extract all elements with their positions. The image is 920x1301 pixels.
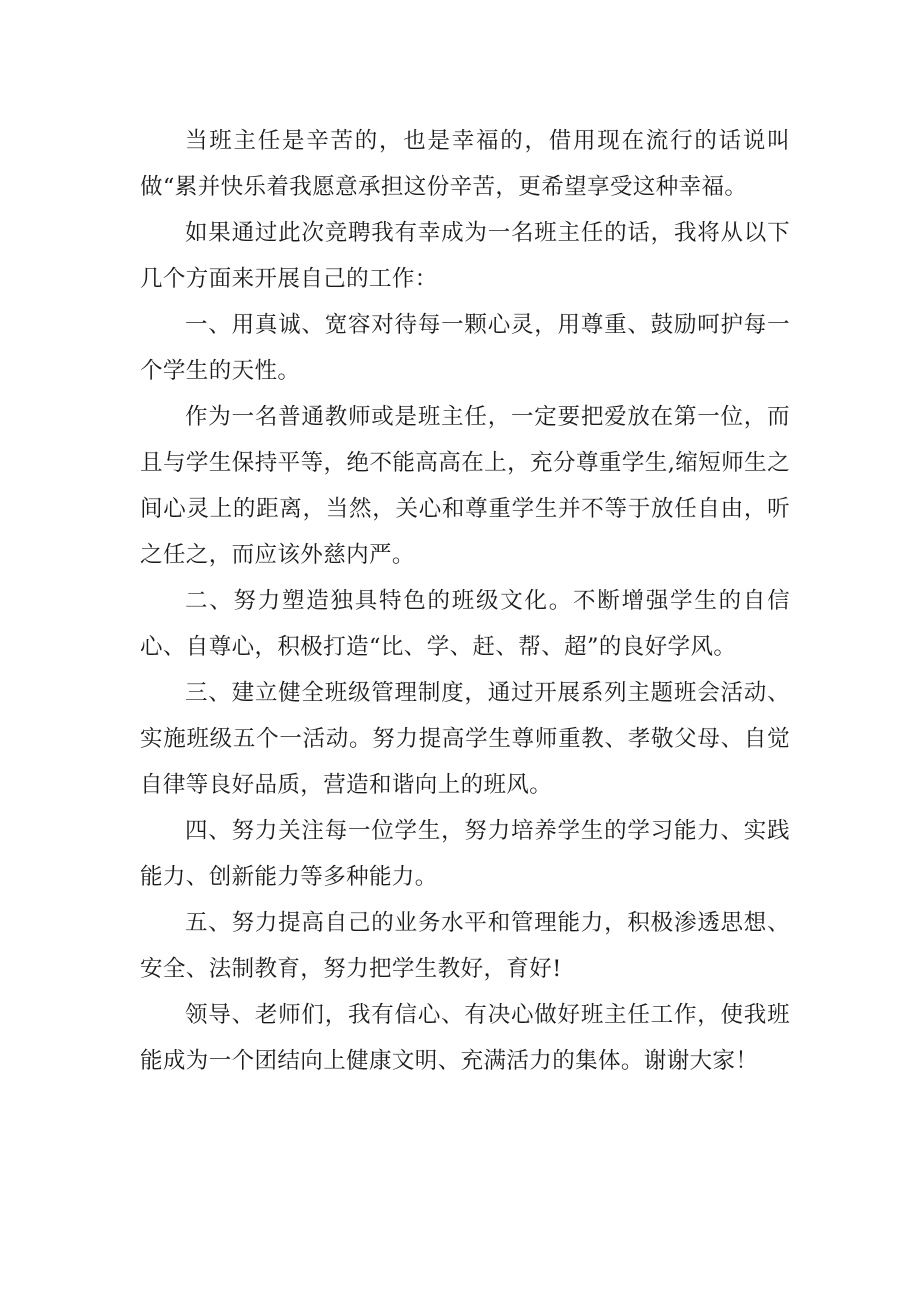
paragraph-point-four: 四、努力关注每一位学生，努力培养学生的学习能力、实践能力、创新能力等多种能力。: [140, 818, 790, 890]
paragraph-point-one: 一、用真诚、宽容对待每一颗心灵，用尊重、鼓励呵护每一个学生的天性。: [140, 312, 790, 384]
paragraph-closing: 领导、老师们，我有信心、有决心做好班主任工作，使我班能成为一个团结向上健康文明、充满活力的集体。谢谢大家！: [140, 1002, 790, 1074]
paragraph-point-three: 三、建立健全班级管理制度，通过开展系列主题班会活动、实施班级五个一活动。努力提高学生尊师重教、孝敬父母、自觉自律等良好品质，营造和谐向上的班风。: [140, 680, 790, 798]
paragraph-intro: 当班主任是辛苦的，也是幸福的，借用现在流行的话说叫做“累并快乐着我愿意承担这份辛苦，更希望享受这种幸福。: [140, 128, 790, 200]
paragraph-point-one-detail: 作为一名普通教师或是班主任，一定要把爱放在第一位，而且与学生保持平等，绝不能高高在上，充分尊重学生,缩短师生之间心灵上的距离，当然，关心和尊重学生并不等于放任自由，听之任之，而应该外慈内严。: [140, 404, 790, 568]
paragraph-plan: 如果通过此次竞聘我有幸成为一名班主任的话，我将从以下几个方面来开展自己的工作：: [140, 220, 790, 292]
paragraph-point-five: 五、努力提高自己的业务水平和管理能力，积极渗透思想、安全、法制教育，努力把学生教好，育好!: [140, 910, 790, 982]
speech-body: [140, 118, 790, 1084]
paragraph-point-two: 二、努力塑造独具特色的班级文化。不断增强学生的自信心、自尊心，积极打造“比、学、赶、帮、超”的良好学风。: [140, 588, 790, 660]
